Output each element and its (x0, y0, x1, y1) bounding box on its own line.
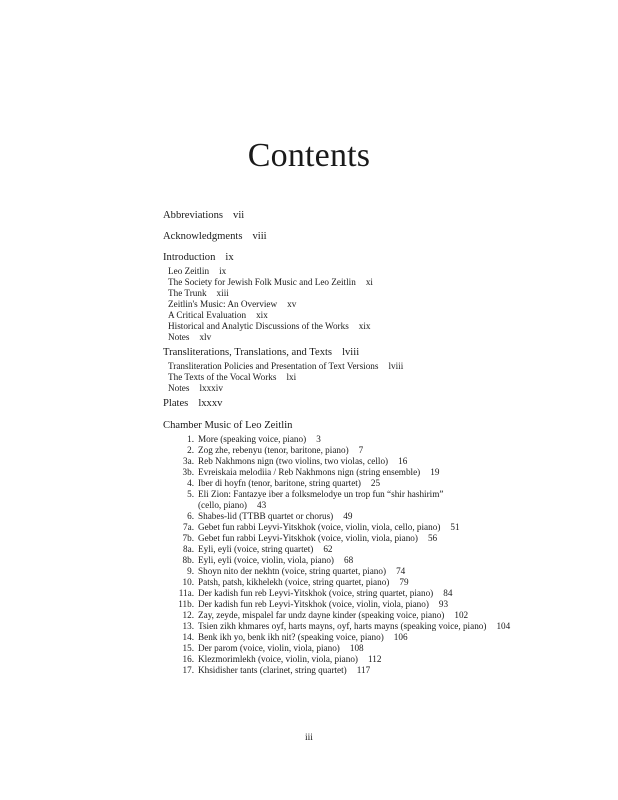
work-number: 2. (187, 445, 194, 455)
work-page: 51 (450, 522, 460, 532)
work-page: 117 (356, 665, 371, 675)
work-entry[interactable] (163, 555, 523, 566)
toc-subentry[interactable] (163, 299, 523, 310)
toc-subentry[interactable] (163, 288, 523, 299)
work-page: 25 (370, 478, 381, 488)
work-page: 104 (496, 621, 511, 631)
toc-subentry-label: Transliteration Policies and Presentation of Text Versions (168, 361, 379, 371)
toc-subentry[interactable] (163, 266, 523, 277)
section-heading: Chamber Music of Leo Zeitlin (163, 420, 293, 431)
toc-subentry[interactable] (163, 361, 523, 372)
work-title: Patsh, patsh, kikhelekh (voice, string quartet, piano) (198, 577, 390, 587)
work-entry[interactable] (163, 522, 523, 533)
toc-section (163, 397, 523, 410)
toc-entry[interactable] (163, 397, 523, 410)
work-number: 11b. (178, 599, 194, 609)
work-number: 17. (182, 665, 194, 675)
toc-entry-page: viii (252, 231, 267, 242)
page-number: iii (305, 733, 313, 743)
toc-entry[interactable] (163, 346, 523, 359)
work-page: 79 (399, 577, 409, 587)
work-number: 1. (187, 434, 194, 444)
work-page: 16 (398, 456, 408, 466)
toc-entry-label: Transliterations, Translations, and Texts (163, 347, 333, 358)
work-title: Shabes-lid (TTBB quartet or chorus) (198, 511, 334, 521)
toc-subentries (163, 266, 523, 343)
work-title: Der kadish fun reb Leyvi-Yitskhok (voice, violin, viola, piano) (198, 599, 429, 609)
work-entry[interactable] (163, 632, 523, 643)
work-title: Evreiskaia melodiia / Reb Nakhmons nign (string ensemble) (198, 467, 421, 477)
work-page: 3 (316, 434, 321, 444)
toc-subentry-label: Notes (168, 383, 190, 393)
toc-entry[interactable] (163, 209, 523, 222)
work-number: 3b. (182, 467, 194, 477)
toc-section (163, 346, 523, 394)
work-number: 16. (182, 654, 194, 664)
toc-subentries (163, 361, 523, 394)
work-entry[interactable] (163, 577, 523, 588)
toc-subentry[interactable] (163, 310, 523, 321)
work-entry[interactable] (163, 445, 523, 456)
toc-subentry-label: The Society for Jewish Folk Music and Leo Zeitlin (168, 277, 356, 287)
toc-subentry-label: Notes (168, 332, 190, 342)
work-title: Benk ikh yo, benk ikh nit? (speaking voice, piano) (198, 632, 384, 642)
work-page: 7 (358, 445, 364, 455)
work-page: 74 (396, 566, 406, 576)
work-entry[interactable] (163, 511, 523, 522)
work-number: 15. (182, 643, 194, 653)
work-title: Shoyn nito der nekhtn (voice, string quartet, piano) (198, 566, 387, 576)
work-page: 93 (438, 599, 449, 609)
toc-subentry-label: Zeitlin's Music: An Overview (168, 299, 278, 309)
work-page: 49 (343, 511, 353, 521)
work-title: Zog zhe, rebenyu (tenor, baritone, piano) (198, 445, 349, 455)
work-entry-continuation (163, 500, 523, 511)
work-title: Eli Zion: Fantazye iber a folksmelodye un trop fun “shir hashirim” (198, 489, 444, 499)
toc-subentry-page: xix (256, 310, 268, 320)
work-number: 5. (187, 489, 194, 499)
work-entry[interactable] (163, 544, 523, 555)
toc-entry-page: vii (233, 210, 245, 221)
page-title: Contents (247, 137, 371, 174)
work-entry[interactable] (163, 467, 523, 478)
toc-subentry-page: xix (358, 321, 371, 331)
toc-entry-label: Abbreviations (163, 210, 224, 221)
toc-entry-page: lviii (342, 347, 360, 358)
toc-entry-label: Acknowledgments (163, 231, 243, 242)
work-title: Eyli, eyli (voice, string quartet) (198, 544, 314, 554)
toc-subentry[interactable] (163, 383, 523, 394)
toc-section (163, 251, 523, 343)
toc-subentry-label: The Trunk (168, 288, 207, 298)
work-page: 43 (256, 500, 267, 510)
toc-section (163, 209, 523, 222)
toc-subentry-page: xi (365, 277, 373, 287)
work-title: Gebet fun rabbi Leyvi-Yitskhok (voice, violin, viola, piano) (198, 533, 418, 543)
work-page: 68 (344, 555, 354, 565)
work-title: Zay, zeyde, mispalel far undz dayne kinder (speaking voice, piano) (198, 610, 445, 620)
toc-subentry[interactable] (163, 332, 523, 343)
work-number: 8a. (183, 544, 194, 554)
work-page: 106 (393, 632, 408, 642)
toc-subentry-label: Historical and Analytic Discussions of the Works (168, 321, 349, 331)
work-page: 62 (323, 544, 333, 554)
work-entry[interactable] (163, 610, 523, 621)
work-title: Khsidisher tants (clarinet, string quartet) (198, 665, 347, 675)
work-entry[interactable] (163, 434, 523, 445)
work-page: 108 (349, 643, 364, 653)
toc-subentry[interactable] (163, 277, 523, 288)
work-title: Tsien zikh khmares oyf, harts mayns, oyf, harts mayns (speaking voice, piano) (198, 621, 487, 631)
work-number: 7b. (182, 533, 194, 543)
work-page: 56 (427, 533, 438, 543)
work-page: 102 (454, 610, 469, 620)
toc-subentry[interactable] (163, 372, 523, 383)
toc-subentry-page: xlv (199, 332, 212, 342)
work-page: 84 (443, 588, 453, 598)
toc-entry[interactable] (163, 230, 523, 243)
work-title: Gebet fun rabbi Leyvi-Yitskhok (voice, violin, viola, cello, piano) (198, 522, 441, 532)
work-number: 10. (182, 577, 194, 587)
toc-entry-label: Introduction (163, 252, 216, 263)
work-title: Der kadish fun reb Leyvi-Yitskhok (voice, string quartet, piano) (198, 588, 434, 598)
toc-subentry-page: lviii (388, 361, 404, 371)
work-number: 7a. (183, 522, 194, 532)
toc-entry-label: Plates (163, 398, 189, 409)
work-entry[interactable] (163, 478, 523, 489)
toc-subentry-page: lxxxiv (199, 383, 223, 393)
works-list (163, 434, 523, 676)
work-title: More (speaking voice, piano) (198, 434, 307, 444)
toc-entry[interactable] (163, 251, 523, 264)
toc-subentry-label: The Texts of the Vocal Works (168, 372, 277, 382)
work-title: Eyli, eyli (voice, violin, viola, piano) (198, 555, 334, 565)
toc-subentry-page: lxi (286, 372, 297, 382)
work-entry[interactable] (163, 643, 523, 654)
work-entry[interactable] (163, 588, 523, 599)
work-number: 3a. (183, 456, 194, 466)
work-entry[interactable] (163, 621, 523, 632)
work-entry[interactable] (163, 456, 523, 467)
work-entry[interactable] (163, 665, 523, 676)
work-entry[interactable] (163, 533, 523, 544)
work-entry[interactable] (163, 489, 523, 500)
toc-subentry-label: A Critical Evaluation (168, 310, 247, 320)
work-page: 19 (430, 467, 440, 477)
toc-subentry-page: ix (219, 266, 227, 276)
toc-entry-page: lxxxv (198, 398, 223, 409)
toc-subentry-page: xv (287, 299, 297, 309)
work-number: 9. (187, 566, 194, 576)
work-number: 13. (182, 621, 194, 631)
work-number: 12. (182, 610, 194, 620)
toc-subentry-page: xiii (216, 288, 229, 298)
toc-subentry-label: Leo Zeitlin (168, 266, 210, 276)
work-number: 4. (187, 478, 194, 488)
work-entry[interactable] (163, 566, 523, 577)
work-title: Der parom (voice, violin, viola, piano) (198, 643, 340, 653)
work-title: Reb Nakhmons nign (two violins, two violas, cello) (198, 456, 389, 466)
work-number: 14. (182, 632, 194, 642)
work-title: Iber di hoyfn (tenor, baritone, string quartet) (198, 478, 361, 488)
work-entry[interactable] (163, 599, 523, 610)
toc-entry-page: ix (225, 252, 234, 263)
toc-section (163, 230, 523, 243)
toc-subentry[interactable] (163, 321, 523, 332)
work-entry[interactable] (163, 654, 523, 665)
work-title: Klezmorimlekh (voice, violin, viola, piano) (198, 654, 358, 664)
work-title-continuation: (cello, piano) (198, 500, 247, 510)
work-number: 11a. (178, 588, 194, 598)
work-page: 112 (367, 654, 382, 664)
work-number: 8b. (182, 555, 194, 565)
work-number: 6. (187, 511, 194, 521)
